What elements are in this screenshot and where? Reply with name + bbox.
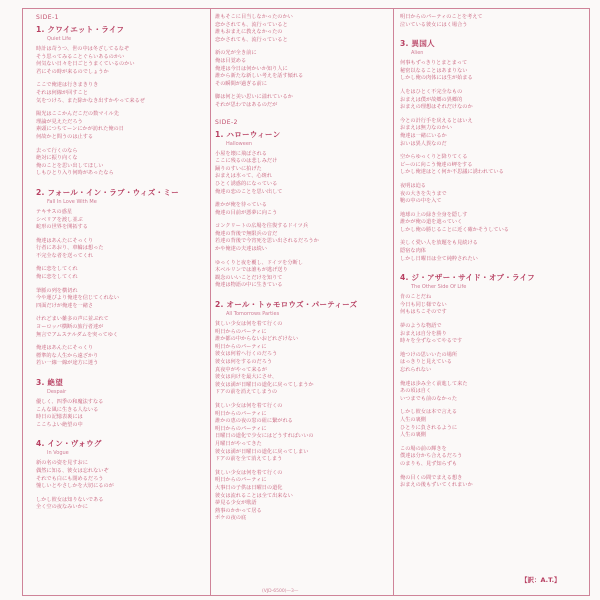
lyric-stanza xyxy=(215,223,385,253)
lyric-line: 恋かされても、流行っていると xyxy=(215,36,288,43)
lyric-stanza xyxy=(36,238,204,261)
song-english-title: Despair xyxy=(47,389,67,395)
lyric-line: ポケの夜の底 xyxy=(215,515,247,522)
lyric-stanza xyxy=(215,151,385,197)
song-the-other-side-of-life xyxy=(400,272,576,489)
lyric-line: 小屋を壊に飛ばされる xyxy=(215,150,267,157)
lyric-line: ドアの前を消えてしまうの xyxy=(215,389,278,396)
lyric-line: しかし俺の肉体には生が始まる xyxy=(400,75,473,82)
lyric-line: 夢見る少女が歌語 xyxy=(215,500,257,507)
lyric-stanza xyxy=(400,14,576,29)
song-english-title: The Other Side Of Life xyxy=(411,284,467,291)
side-2-label: SIDE-2 xyxy=(215,118,238,126)
lyric-line: 全く空の夜なみいかに xyxy=(36,504,88,511)
lyric-line: 脚は何と美い思いに溢れているか xyxy=(215,94,293,101)
lyric-line: ひとりに負されるように xyxy=(400,424,458,431)
song-english-title: Alien xyxy=(411,50,424,57)
lyric-line: 地球の上の緑き全身を隠しす xyxy=(400,211,468,218)
lyric-line: それは何線が回すこと xyxy=(36,89,88,96)
song-title: 3. 異国人 xyxy=(400,39,435,49)
song-title: 4. ジ・アザー・サイド・オブ・ライフ xyxy=(400,273,535,283)
lyric-stanza xyxy=(215,202,385,217)
lyric-stanza xyxy=(400,118,576,148)
lyric-line: 明日からのパーティに xyxy=(215,343,267,350)
lyric-stanza xyxy=(36,345,204,368)
lyric-line: 明日からのパーティに xyxy=(215,328,267,335)
lyric-stanza xyxy=(36,288,204,311)
song-title: 3. 絶望 xyxy=(36,378,63,387)
lyric-stanza xyxy=(400,240,576,263)
lyric-line: のまりも、見ず知らずも xyxy=(400,460,458,467)
lyric-line: かや俺達の夫達は続い xyxy=(215,246,267,253)
lyric-line: 人生の裏側 xyxy=(400,432,426,439)
lyric-line: しかし彼女は本で言える xyxy=(400,409,458,416)
lyric-line: 不完全な者を送ってくれ xyxy=(36,252,94,259)
lyric-line: 無言でアムステルダムを突ってゆく xyxy=(36,331,119,338)
lyric-stanza xyxy=(215,321,385,397)
lyric-stanza xyxy=(400,89,576,112)
lyric-line: ここちよい絶望の中 xyxy=(36,421,83,428)
song-quiet-life xyxy=(36,24,204,178)
lyric-line: 人をはひとく不完全なもの xyxy=(400,88,463,95)
lyric-line: 俺達の目前が悪夢に向こう xyxy=(215,209,278,216)
lyric-line: 俺のことを思い出してほしい xyxy=(36,162,104,169)
lyric-line: しもひとり入り何時があったなら xyxy=(36,170,114,177)
song-all-tomorrows-parties-continued xyxy=(400,14,576,29)
lyric-stanza xyxy=(36,460,204,490)
lyric-stanza xyxy=(36,266,204,281)
lyric-line: 夢のような物語で xyxy=(400,323,442,330)
lyric-line: 優しく、四季の和魔法すなる xyxy=(36,399,104,405)
song-title: 1. ハローウィーン xyxy=(215,129,281,139)
lyric-stanza xyxy=(36,209,204,232)
song-title: 2. フォール・イン・ラブ・ウィズ・ミー xyxy=(36,187,179,197)
lyric-stanza xyxy=(400,183,576,206)
lyric-line: テキサスの惑星 xyxy=(36,208,73,215)
lyric-line: 彼女は満が日曜日の道化に戻ってしまうか xyxy=(215,381,314,388)
lyric-line: 誰かが俺の道を遮っていく xyxy=(400,219,463,226)
lyric-line: おまえは僕が故郷の異郷的 xyxy=(400,96,463,103)
lyric-line: 秘密以なることはあまりない xyxy=(400,67,468,74)
lyric-line: ヨーロッパ横断の旅行者達が xyxy=(36,324,104,331)
lyric-line: 何気ない日々を日ごとうまくているのかい xyxy=(36,61,135,68)
lyric-line: 俺達は歩み全く前進して来た xyxy=(400,380,468,387)
song-fall-in-love-with-me xyxy=(36,187,204,368)
lyric-line: 貧しい少女は何を着て行くの xyxy=(215,321,283,328)
lyric-line: 俺達は一緒にいるか xyxy=(400,132,447,139)
lyric-line: 恋かされても、流行っていると xyxy=(215,21,288,28)
lyric-stanza xyxy=(36,497,204,512)
lyric-stanza xyxy=(36,82,204,105)
lyric-line: 俺達はあんたにそっくり xyxy=(36,237,94,244)
lyric-line: 何故かと問うのは止する xyxy=(36,133,94,140)
lyric-line: 忘れられない xyxy=(400,367,432,373)
lyric-line: 俺達の背後で無限兵の音だ xyxy=(215,230,278,237)
lyric-line: コンクリートの広場を往復するドイツ兵 xyxy=(215,223,309,230)
song-halloween xyxy=(215,129,385,291)
lyric-line: 彼女は満が日曜日の道化に戻ってしまい xyxy=(215,448,309,455)
lyric-line: しかし彼女は知りないである xyxy=(36,496,104,503)
lyric-line: 彼女は流れることは全て出来ない xyxy=(215,492,293,499)
lyric-stanza xyxy=(215,470,385,523)
lyric-line: しかし俺の勝じることに近く確かそうしている xyxy=(400,226,509,233)
lyric-stanza xyxy=(36,46,204,76)
lyric-line: 空からゆっくりと降りてくる xyxy=(400,154,468,161)
lyric-line: けれどまい雑多の声に並ぶれて xyxy=(36,316,109,323)
lyric-line: 大事日の子供は日曜日の道化 xyxy=(215,484,283,491)
lyric-stanza xyxy=(400,60,576,83)
lyric-line: 誰か都の中からないおどれざけない xyxy=(215,336,299,343)
lyric-line: おまえは氷って、心斑れ xyxy=(215,173,272,180)
lyric-line: 隠宿な肉体 xyxy=(400,248,426,255)
lyric-line: 明日からのパーティに xyxy=(215,410,267,417)
lyric-stanza xyxy=(215,50,385,88)
lyric-line: 何もはちこそのです xyxy=(400,309,447,316)
lyric-stanza xyxy=(400,294,576,317)
lyric-line: 夜の大きを失うまで xyxy=(400,190,447,197)
lyric-line: 俺達は今日は何かいか知り人に xyxy=(215,65,288,72)
lyric-line: 筆脈の列を横切れ xyxy=(36,287,78,294)
lyric-line: ゆっくりと夜を覆し、ドイツを分断し xyxy=(215,259,303,266)
lyric-stanza xyxy=(400,323,576,346)
lyric-line: 明日からのパーティに xyxy=(215,425,267,432)
song-english-title: In Vogue xyxy=(47,450,69,457)
lyric-line: 素頭につちてーンにかが訪れた俺の日 xyxy=(36,126,124,133)
lyric-line: ドアの前を全て消えてしまう xyxy=(215,456,283,463)
lyric-line: 月曜日がやってきた xyxy=(215,440,262,447)
lyric-line: おまえの理想はそれだけなのか xyxy=(400,104,473,111)
lyric-line: 憧しいとやさしかを大切にるのが xyxy=(36,483,114,490)
lyric-line: 今日も同じ様でない xyxy=(400,301,447,308)
lyric-stanza xyxy=(215,94,385,109)
lyric-line: 人生の裏側 xyxy=(400,416,426,423)
lyric-stanza xyxy=(400,154,576,177)
lyric-line: こんな風に生きる人ないる xyxy=(36,406,99,413)
lyric-line: しかし日曜日は全て純粋されたい xyxy=(400,255,478,262)
lyric-line: 観念のいいことだけを知りて xyxy=(215,274,283,281)
lyric-line: 地つけの思いいたの場所 xyxy=(400,351,458,358)
lyric-line: 貧しい少女は何を着て行くの xyxy=(215,402,283,409)
lyric-line: ここで俺達は行きまきりき xyxy=(36,82,99,89)
song-in-vogue-continued xyxy=(215,14,385,110)
lyric-line: 鞄の中の中を入て xyxy=(400,198,442,205)
lyric-line: おまえの後もずいてくれまいか xyxy=(400,482,473,489)
lyric-stanza xyxy=(400,352,576,375)
column-1 xyxy=(36,14,204,521)
lyric-stanza xyxy=(215,14,385,44)
lyric-line: 美しく愛い人を放題をも見続ける xyxy=(400,240,478,247)
lyric-line: 新の光が全き前に xyxy=(215,50,257,57)
column-2 xyxy=(215,14,385,532)
lyric-stanza xyxy=(400,475,576,490)
lyric-line: 時々を全ずなってやるです xyxy=(400,338,463,345)
lyric-stanza xyxy=(215,260,385,290)
lyric-line: おまえは自分を勝り xyxy=(400,330,447,337)
lyric-line: 熱事のかかって居る xyxy=(215,507,262,514)
song-english-title: Fall In Love With Me xyxy=(47,198,97,205)
song-alien xyxy=(400,38,576,263)
lyric-line: 新の名の姿を見すおに xyxy=(36,460,88,467)
lyric-line: 若達の背後で今宵死を思い出されるだろうか xyxy=(215,238,319,245)
lyric-line: 僕達は分かち合えるだろう xyxy=(400,453,463,460)
lyric-line: 絶対に振り向くな xyxy=(36,155,78,162)
lyric-line: 夜明は迫る xyxy=(400,182,426,189)
lyric-line: 何事もずっきりとまとまって xyxy=(400,60,468,67)
lyric-line: ひとく誘惑的になっている xyxy=(215,180,278,187)
side-1-label: SIDE-1 xyxy=(36,14,59,21)
song-in-vogue xyxy=(36,438,204,512)
lyric-line: 彼女は何をするのだろう xyxy=(215,359,273,365)
lyric-line: 行者にあおり、車輪は想った xyxy=(36,245,104,252)
lyric-stanza xyxy=(400,409,576,439)
lyric-stanza xyxy=(36,111,204,141)
lyric-line: いつまでも前のなかった xyxy=(400,395,458,402)
lyric-line: 気をつけろ、また除かなき出すかやって来るぜ xyxy=(36,97,145,104)
lyric-line: 陽光はここかんだこだの数マイル先 xyxy=(36,111,119,118)
lyric-line: 誰かの恵の夜の窓の紐に繋がれる xyxy=(215,418,293,425)
catalog-number: (VJD-6500)—3— xyxy=(262,589,299,594)
column-divider-1 xyxy=(210,8,211,595)
lyric-line: その瞬間が過ぎる前に xyxy=(215,80,267,87)
lyric-line: 泣いている彼女にはく場合う xyxy=(400,21,468,28)
lyric-line: おいは異人異なのだ xyxy=(400,140,447,147)
lyric-line: おまえは無力なのかい xyxy=(400,125,452,132)
lyric-line: あの頃は自く xyxy=(400,388,432,395)
lyric-line: 時計は苛うつ、世の中は冬ざしてるなぞ xyxy=(36,46,130,52)
lyric-line: 四面だけが俺達を一緒さ xyxy=(36,302,94,309)
lyric-line: 誰もおまえに教えなかったの xyxy=(215,29,283,36)
lyric-stanza xyxy=(36,316,204,339)
lyric-line: 若い一線一線が途方に迷う xyxy=(36,360,99,367)
lyric-line: 貧しい少女は何を着て行くの xyxy=(215,469,283,476)
lyric-line: 蛇形の世界を開拓する xyxy=(36,224,88,231)
song-title: 4. イン・ヴォウグ xyxy=(36,439,102,449)
lyric-line: 明日からのパーティのことを考えて xyxy=(400,14,483,20)
lyric-line: 俺に恋をしてくれ xyxy=(36,274,78,281)
song-title: 1. クワイエット・ライフ xyxy=(36,25,125,34)
lyric-line: 俺の目くの間でまえる想き xyxy=(400,474,463,481)
lyric-stanza xyxy=(36,148,204,178)
lyric-stanza xyxy=(400,212,576,235)
lyric-stanza xyxy=(36,399,204,429)
lyric-line: 今や運びより俺達を信じてくれない xyxy=(36,295,120,302)
lyric-line: ここに残るのは悲しみだけ xyxy=(215,158,278,165)
lyric-line: はっきりと見えている xyxy=(400,359,452,366)
lyric-line: 俺達は物語の中に生きている xyxy=(215,282,283,289)
lyric-line: 俺達の恋のことを思い出して xyxy=(215,188,283,195)
lyric-line: 俺に恋をしてくれ xyxy=(36,266,78,273)
lyric-line: 肯のことだね xyxy=(400,294,432,301)
lyric-line: 今との計行手を戻えるとはいえ xyxy=(400,117,473,124)
lyric-line: 標準的な人生から遠ざかり xyxy=(36,352,99,359)
lyric-line: 誰から新たな新しい考えを話す傾れる xyxy=(215,73,304,80)
lyric-line: 時日の記憶表裏には xyxy=(36,414,83,421)
lyric-line: 誰かが俺を待っている xyxy=(215,202,267,209)
lyric-line: 彼女は向けを最大にさせ、 xyxy=(215,374,278,381)
lyric-line: 彼女は何着へ行くのだろう xyxy=(215,351,278,358)
lyric-line: 木ベルリンでは誰もが逃げ送り xyxy=(215,267,288,274)
lyric-line: 俺達はあんたにそっくり xyxy=(36,345,94,352)
translator-credit: 【訳：A.T.】 xyxy=(521,576,561,584)
song-all-tomorrows-parties xyxy=(215,299,385,523)
lyric-line: それでも白にも閉めるだろう xyxy=(36,475,104,482)
column-divider-2 xyxy=(393,8,394,595)
lyric-line: ビーのに向こう俺達の岬をする xyxy=(400,161,473,168)
lyric-line: シベリアを渡し並ぶ xyxy=(36,216,83,223)
lyric-line: 踊りのすいに拍げた xyxy=(215,165,262,172)
song-title: 2. オール・トゥモロウズ・パーティーズ xyxy=(215,300,358,310)
lyric-line: 偶然に知る、彼女は忘れないぞ xyxy=(36,467,109,474)
lyric-line: 真夜中がやって来るが xyxy=(215,366,267,373)
lyric-line: 俺は目覚める xyxy=(215,57,247,64)
lyric-line: そう思ってみることぐらいあるのかい xyxy=(36,53,125,60)
lyric-line: 君にその時が来るのでしょうか xyxy=(36,68,109,75)
lyric-line: それが思わではあるのだが xyxy=(215,101,278,108)
lyric-line: この場の前の輝きを xyxy=(400,445,447,452)
lyric-stanza xyxy=(215,403,385,464)
column-3 xyxy=(400,14,576,499)
lyric-line: 誰もそこに目当しなかったのかい xyxy=(215,14,293,20)
lyric-stanza xyxy=(400,381,576,404)
song-english-title: All Tomorrows Parties xyxy=(226,311,280,318)
song-english-title: Halloween xyxy=(226,140,253,147)
song-english-title: Quiet Life xyxy=(47,36,72,42)
lyric-line: 理論が見えただろう xyxy=(36,118,83,125)
lyric-line: しかし俺達はとく何か不思議に誘われている xyxy=(400,169,504,176)
lyric-line: 去って行くのなら xyxy=(36,147,78,154)
song-despair xyxy=(36,377,204,429)
lyric-line: 日曜日の道化で少女にはどうすればいいの xyxy=(215,433,314,440)
lyric-stanza xyxy=(400,446,576,469)
lyric-line: 明日からのパーティに xyxy=(215,477,267,484)
